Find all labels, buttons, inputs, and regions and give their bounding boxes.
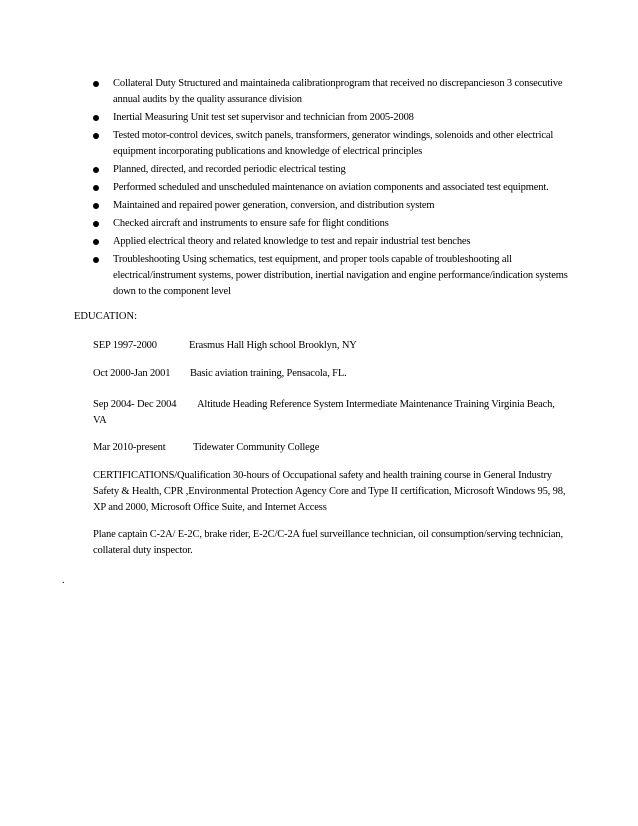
bullet-text: Tested motor-control devices, switch panels, transformers, generator windings, solenoids and other electrical equipment incorporating publications and knowledge of electrical principles xyxy=(113,130,554,157)
bullet-text: Performed scheduled and unscheduled maintenance on aviation components and associated test equipment. xyxy=(113,182,549,193)
education-school: Basic aviation training, Pensacola, FL. xyxy=(190,368,347,379)
list-item xyxy=(90,234,590,250)
bullet-text: Applied electrical theory and related knowledge to test and repair industrial test benches xyxy=(113,236,471,247)
list-item xyxy=(90,216,590,232)
bullet-text: Inertial Measuring Unit test set supervisor and technician from 2005-2008 xyxy=(113,112,414,123)
list-item xyxy=(90,180,590,196)
education-school-continued: VA xyxy=(93,415,107,426)
bullet-icon xyxy=(93,239,99,245)
list-item xyxy=(90,252,590,300)
list-item xyxy=(90,76,590,108)
list-item xyxy=(90,162,590,178)
bullet-icon xyxy=(93,81,99,87)
education-date: Mar 2010-present xyxy=(93,442,166,453)
bullet-icon xyxy=(93,115,99,121)
education-school: Tidewater Community College xyxy=(193,442,320,453)
bullet-icon xyxy=(93,185,99,191)
bullet-icon xyxy=(93,167,99,173)
list-item xyxy=(90,110,590,126)
education-school: Erasmus Hall High school Brooklyn, NY xyxy=(189,340,357,351)
plane-captain-paragraph: Plane captain C-2A/ E-2C, brake rider, E-2C/C-2A fuel surveillance technician, oil consumption/serving technician, collateral duty inspector. xyxy=(93,529,564,556)
certifications-paragraph: CERTIFICATIONS/Qualification 30-hours of Occupational safety and health training course in General Industry Safety & Health, CPR ,Environmental Protection Agency Core and Type II certification, Microsoft Windows 95, 98, XP and 2000, Microsoft Office Suite, and Internet Access xyxy=(93,470,566,513)
bullet-text: Maintained and repaired power generation, conversion, and distribution system xyxy=(113,200,435,211)
list-item xyxy=(90,128,590,160)
bullet-text: Planned, directed, and recorded periodic electrical testing xyxy=(113,164,346,175)
bullet-text: Troubleshooting Using schematics, test equipment, and proper tools capable of troubleshooting all electrical/instrument systems, power distribution, inertial navigation and engine performance/indication systems down to the component level xyxy=(113,254,568,297)
bullet-icon xyxy=(93,203,99,209)
list-item xyxy=(90,198,590,214)
education-date: SEP 1997-2000 xyxy=(93,340,157,351)
education-heading: EDUCATION: xyxy=(74,311,137,322)
duties-list xyxy=(90,76,590,302)
trailing-period: . xyxy=(62,575,65,586)
education-school: Altitude Heading Reference System Intermediate Maintenance Training Virginia Beach, xyxy=(197,399,555,410)
bullet-text: Checked aircraft and instruments to ensure safe for flight conditions xyxy=(113,218,389,229)
bullet-icon xyxy=(93,221,99,227)
education-date: Oct 2000-Jan 2001 xyxy=(93,368,171,379)
bullet-text: Collateral Duty Structured and maintaineda calibrationprogram that received no discrepancieson 3 consecutive annual audits by the quality assurance division xyxy=(113,78,563,105)
bullet-icon xyxy=(93,257,99,263)
education-date: Sep 2004- Dec 2004 xyxy=(93,399,177,410)
bullet-icon xyxy=(93,133,99,139)
